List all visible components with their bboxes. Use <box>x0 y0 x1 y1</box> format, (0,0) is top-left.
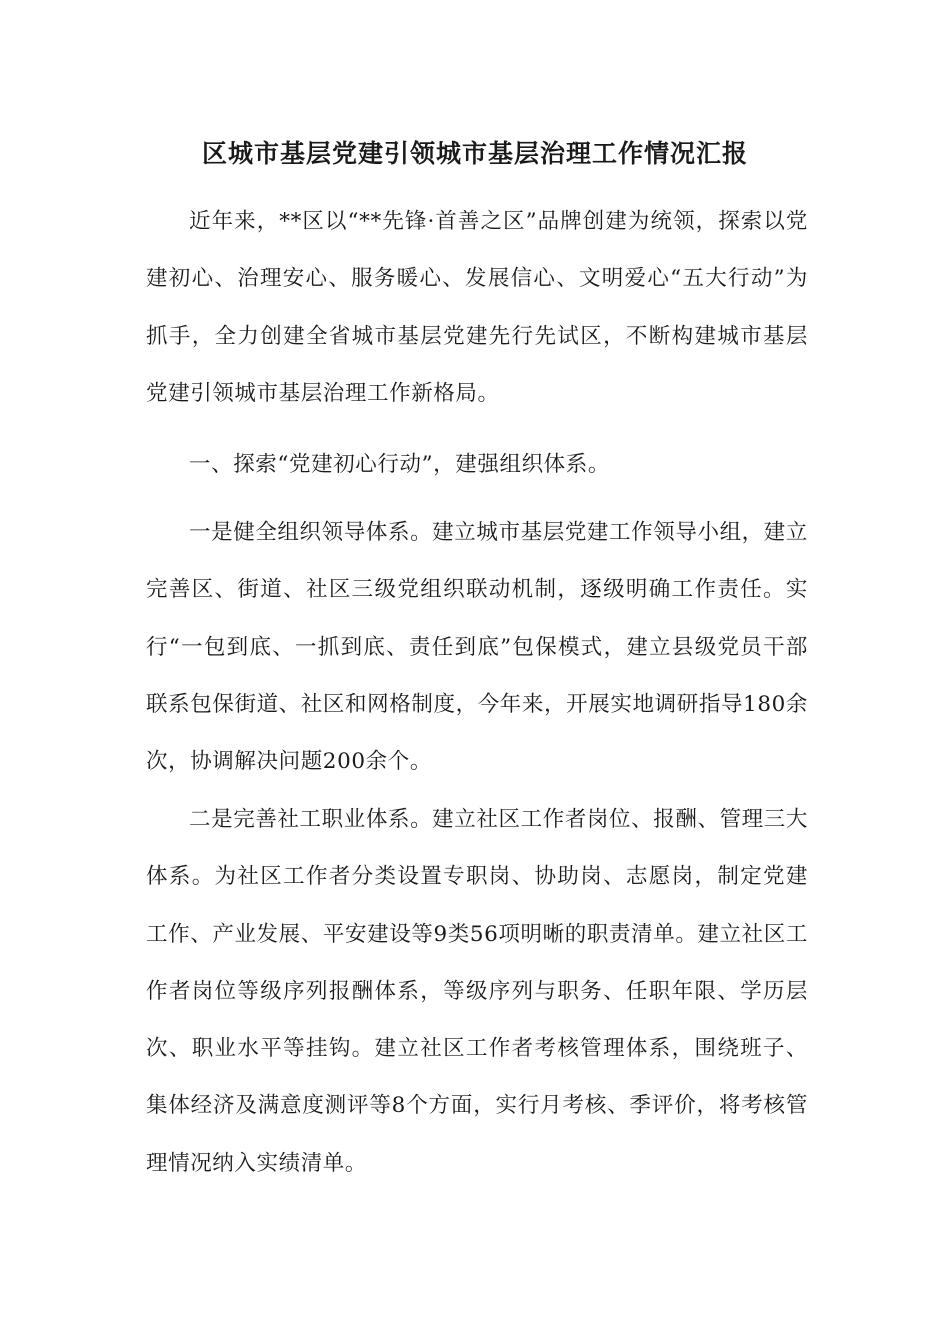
item-one-paragraph: 一是健全组织领导体系。建立城市基层党建工作领导小组，建立完善区、街道、社区三级党组织联动机制，逐级明确工作责任。实行“一包到底、一抓到底、责任到底”包保模式，建立县级党员干部联系包保街道、社区和网格制度，今年来，开展实地调研指导180余次，协调解决问题200余个。 <box>146 520 808 775</box>
item-two-paragraph: 二是完善社工职业体系。建立社区工作者岗位、报酬、管理三大体系。为社区工作者分类设置专职岗、协助岗、志愿岗，制定党建工作、产业发展、平安建设等9类56项明晰的职责清单。建立社区工作者岗位等级序列报酬体系，等级序列与职务、任职年限、学历层次、职业水平等挂钩。建立社区工作者考核管理体系，围绕班子、集体经济及满意度测评等8个方面，实行月考核、季评价，将考核管理情况纳入实绩清单。 <box>146 807 808 1176</box>
document-title: 区城市基层党建引领城市基层治理工作情况汇报 <box>201 139 748 168</box>
section-heading: 一、探索“党建初心行动”，建强组织体系。 <box>189 452 610 477</box>
intro-paragraph: 近年来，**区以“**先锋·首善之区”品牌创建为统领，探索以党建初心、治理安心、服务暖心、发展信心、文明爱心“五大行动”为抓手，全力创建全省城市基层党建先行先试区，不断构建城市基层党建引领城市基层治理工作新格局。 <box>146 209 808 406</box>
